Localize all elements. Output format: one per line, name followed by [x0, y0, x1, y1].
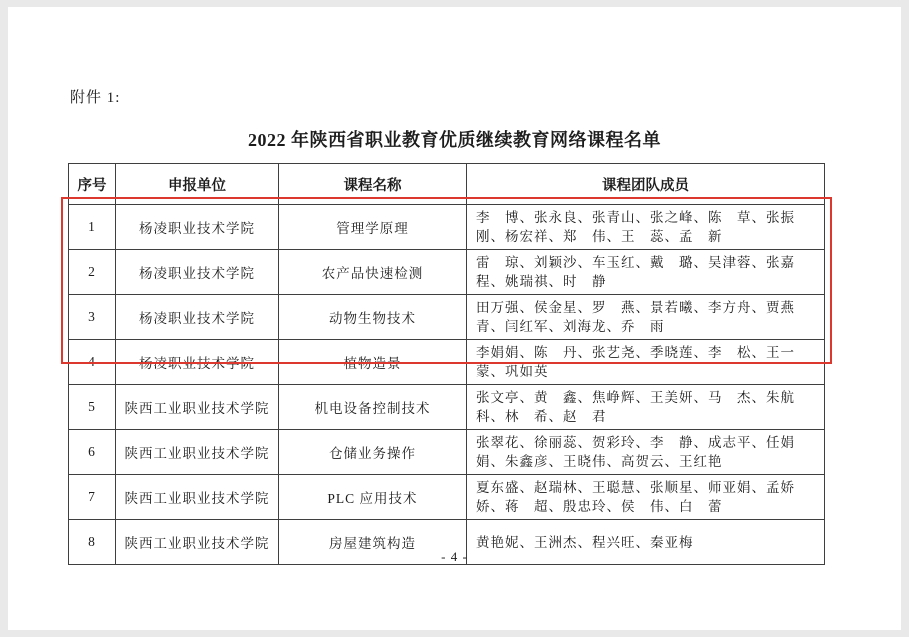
header-team-members: 课程团队成员 — [467, 164, 825, 205]
cell-team-members: 田万强、侯金星、罗 燕、景若曦、李方舟、贾燕青、闫红军、刘海龙、乔 雨 — [467, 295, 825, 340]
cell-serial-number: 6 — [69, 430, 116, 475]
cell-team-members: 李娟娟、陈 丹、张艺尧、季晓莲、李 松、王一蒙、巩如英 — [467, 340, 825, 385]
cell-applicant-unit: 陕西工业职业技术学院 — [116, 520, 279, 565]
table-row — [69, 430, 825, 475]
cell-serial-number: 7 — [69, 475, 116, 520]
cell-team-members: 黄艳妮、王洲杰、程兴旺、秦亚梅 — [467, 520, 825, 565]
table-header-row — [69, 164, 825, 205]
page-number: - 4 - — [441, 549, 468, 564]
cell-course-name: 房屋建筑构造 — [279, 520, 467, 565]
cell-course-name: 动物生物技术 — [279, 295, 467, 340]
header-course-name: 课程名称 — [279, 164, 467, 205]
document-title: 2022 年陕西省职业教育优质继续教育网络课程名单 — [248, 130, 661, 150]
cell-team-members: 李 博、张永良、张青山、张之峰、陈 草、张振刚、杨宏祥、郑 伟、王 蕊、孟 新 — [467, 205, 825, 250]
cell-course-name: 管理学原理 — [279, 205, 467, 250]
attachment-label: 附件 1: — [70, 90, 121, 106]
cell-applicant-unit: 杨凌职业技术学院 — [116, 205, 279, 250]
cell-course-name: PLC 应用技术 — [279, 475, 467, 520]
header-serial-number: 序号 — [69, 164, 116, 205]
table-row — [69, 475, 825, 520]
course-table — [68, 163, 825, 565]
header-applicant-unit: 申报单位 — [116, 164, 279, 205]
cell-team-members: 雷 琼、刘颖沙、车玉红、戴 璐、吴津蓉、张嘉程、姚瑞祺、时 静 — [467, 250, 825, 295]
cell-course-name: 农产品快速检测 — [279, 250, 467, 295]
table-row — [69, 250, 825, 295]
cell-course-name: 植物造景 — [279, 340, 467, 385]
cell-serial-number: 8 — [69, 520, 116, 565]
table-row — [69, 205, 825, 250]
cell-team-members: 张翠花、徐丽蕊、贺彩玲、李 静、成志平、任娟娟、朱鑫彦、王晓伟、高贺云、王红艳 — [467, 430, 825, 475]
cell-serial-number: 3 — [69, 295, 116, 340]
cell-serial-number: 2 — [69, 250, 116, 295]
cell-applicant-unit: 杨凌职业技术学院 — [116, 250, 279, 295]
cell-serial-number: 4 — [69, 340, 116, 385]
cell-team-members: 张文亭、黄 鑫、焦峥辉、王美妍、马 杰、朱航科、林 希、赵 君 — [467, 385, 825, 430]
cell-applicant-unit: 杨凌职业技术学院 — [116, 295, 279, 340]
cell-applicant-unit: 杨凌职业技术学院 — [116, 340, 279, 385]
cell-serial-number: 1 — [69, 205, 116, 250]
cell-serial-number: 5 — [69, 385, 116, 430]
cell-course-name: 机电设备控制技术 — [279, 385, 467, 430]
cell-team-members: 夏东盛、赵瑞林、王聪慧、张顺星、师亚娟、孟娇娇、蒋 超、殷忠玲、侯 伟、白 蕾 — [467, 475, 825, 520]
cell-applicant-unit: 陕西工业职业技术学院 — [116, 475, 279, 520]
cell-applicant-unit: 陕西工业职业技术学院 — [116, 430, 279, 475]
table-row — [69, 295, 825, 340]
cell-course-name: 仓储业务操作 — [279, 430, 467, 475]
table-row — [69, 385, 825, 430]
table-row — [69, 340, 825, 385]
cell-applicant-unit: 陕西工业职业技术学院 — [116, 385, 279, 430]
